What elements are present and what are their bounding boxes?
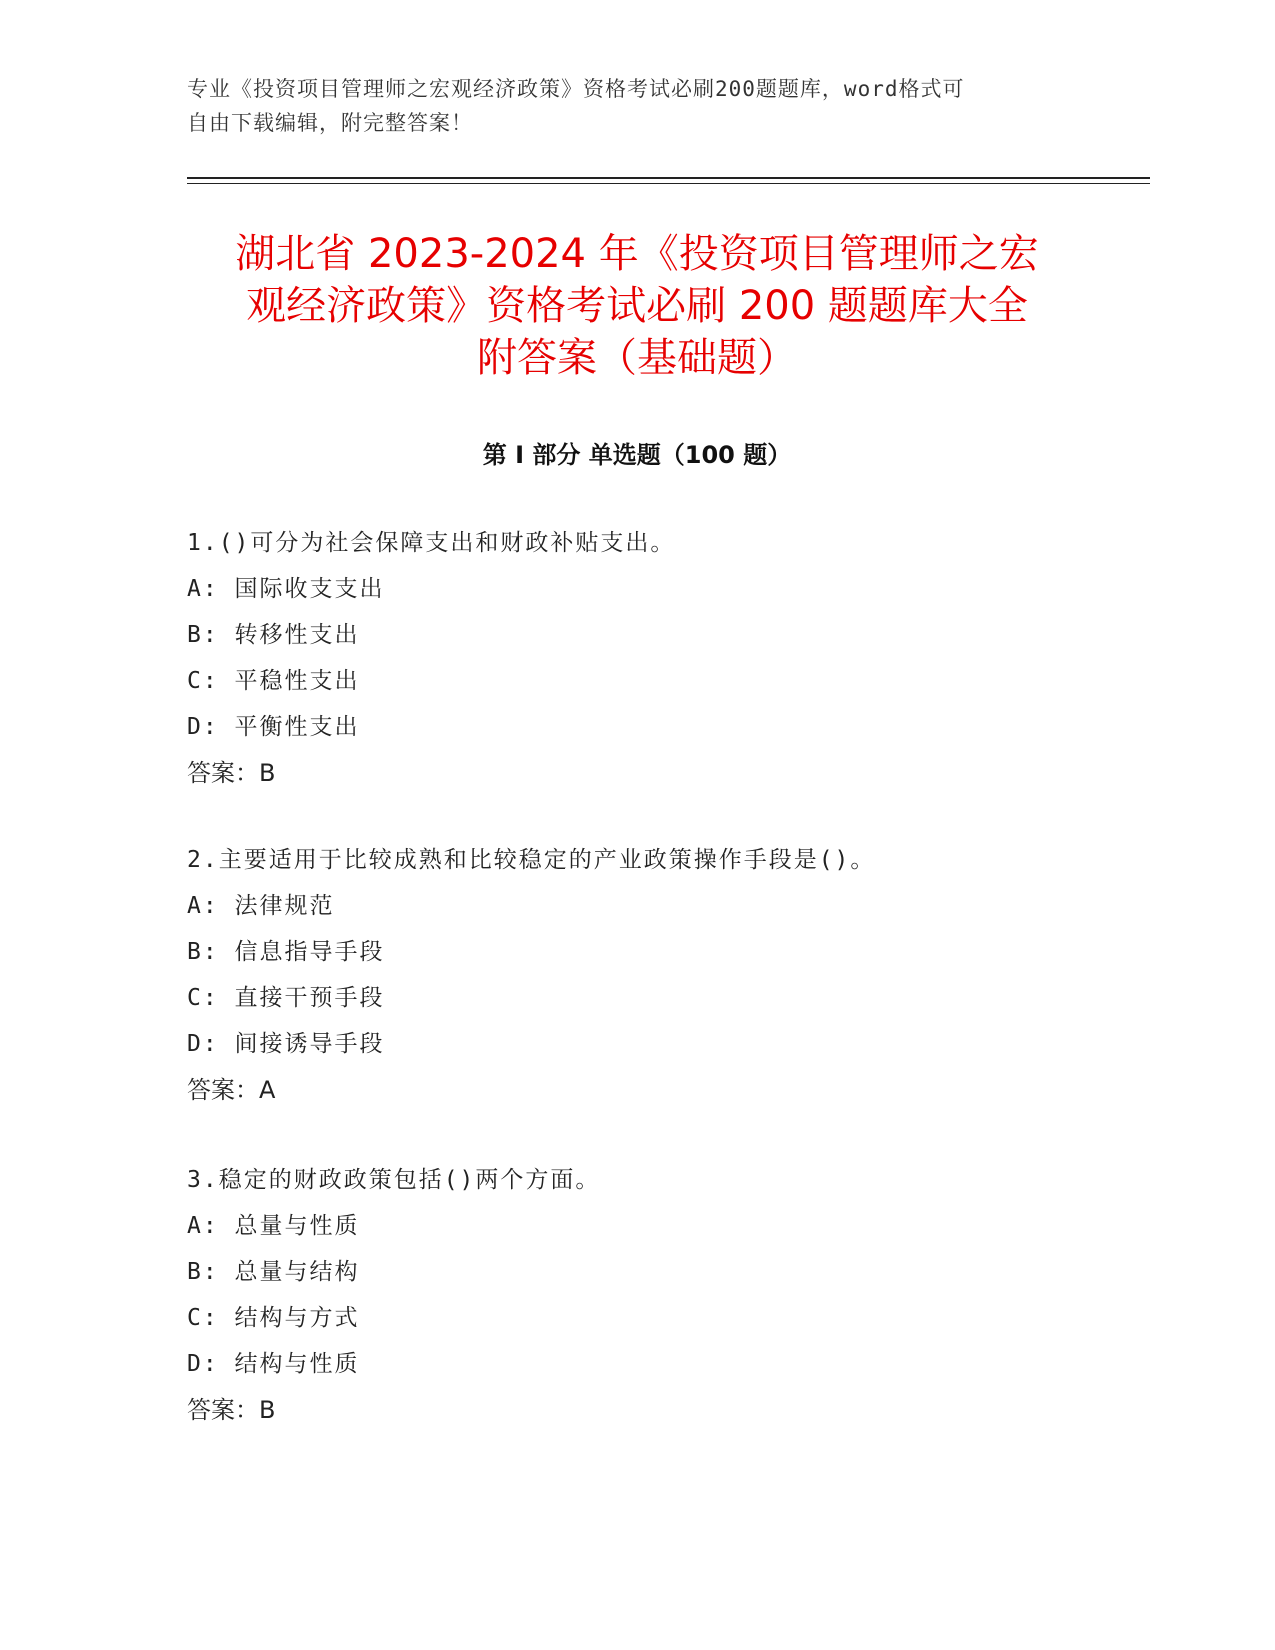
question-1 xyxy=(187,520,1087,796)
question-2 xyxy=(187,837,1087,1113)
document-title-line1: 湖北省 2023-2024 年《投资项目管理师之宏 xyxy=(235,231,1039,277)
question-3 xyxy=(187,1157,1087,1433)
option-d: D: 平衡性支出 xyxy=(187,714,360,740)
header-divider-thin xyxy=(187,183,1150,184)
document-title xyxy=(187,228,1087,384)
answer: 答案：B xyxy=(187,759,276,787)
option-a: A: 法律规范 xyxy=(187,893,335,919)
option-c: C: 平稳性支出 xyxy=(187,668,360,694)
option-a: A: 国际收支支出 xyxy=(187,576,385,602)
answer: 答案：B xyxy=(187,1396,276,1424)
option-a: A: 总量与性质 xyxy=(187,1213,360,1239)
option-b: B: 信息指导手段 xyxy=(187,939,385,965)
option-b: B: 转移性支出 xyxy=(187,622,360,648)
header-note-line1: 专业《投资项目管理师之宏观经济政策》资格考试必刷200题题库，word格式可 xyxy=(187,77,965,101)
document-title-line2: 观经济政策》资格考试必刷 200 题题库大全 xyxy=(246,283,1028,329)
option-d: D: 结构与性质 xyxy=(187,1351,360,1377)
option-c: C: 结构与方式 xyxy=(187,1305,360,1331)
header-divider-thick xyxy=(187,177,1150,179)
header-note xyxy=(187,72,1087,140)
document-title-line3: 附答案（基础题） xyxy=(477,335,797,381)
option-b: B: 总量与结构 xyxy=(187,1259,360,1285)
option-d: D: 间接诱导手段 xyxy=(187,1031,385,1057)
section-heading: 第 I 部分 单选题（100 题） xyxy=(482,441,792,469)
option-c: C: 直接干预手段 xyxy=(187,985,385,1011)
question-stem: 3.稳定的财政政策包括()两个方面。 xyxy=(187,1167,601,1193)
question-stem: 2.主要适用于比较成熟和比较稳定的产业政策操作手段是()。 xyxy=(187,847,876,873)
question-stem: 1.()可分为社会保障支出和财政补贴支出。 xyxy=(187,530,676,556)
header-note-line2: 自由下载编辑，附完整答案！ xyxy=(187,111,473,135)
answer: 答案：A xyxy=(187,1076,276,1104)
